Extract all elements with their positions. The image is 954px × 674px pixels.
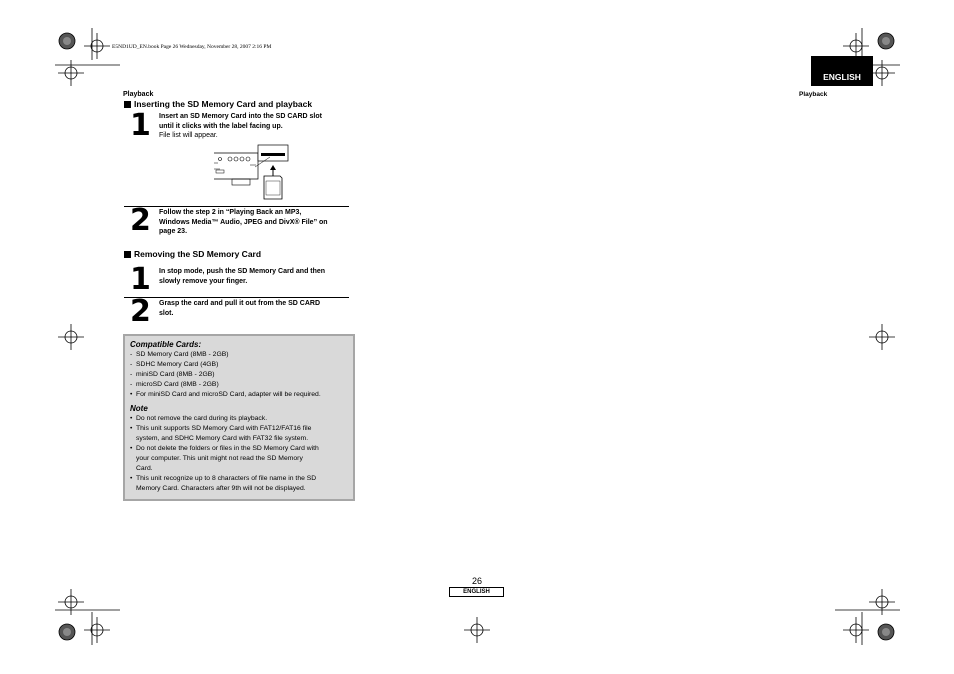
registration-cross-icon: [84, 617, 110, 643]
registration-disc-icon: [878, 624, 894, 640]
sd-card-insert-illustration: [210, 143, 305, 203]
footer-language: ENGLISH: [449, 587, 504, 597]
step-number: 2: [130, 294, 151, 329]
registration-disc-icon: [878, 33, 894, 49]
registration-cross-icon: [843, 617, 869, 643]
side-section-label: Playback: [799, 91, 828, 98]
step-instruction: In stop mode, push the SD Memory Card and then slowly remove your finger.: [159, 268, 326, 285]
registration-disc-icon: [59, 33, 75, 49]
list-item: • Do not delete the folders or files in the SD Memory Card with your computer. This unit might not read the SD Memory Card.: [130, 445, 319, 472]
note-title: Note: [130, 404, 148, 413]
registration-cross-icon: [58, 60, 84, 86]
file-header: E5ND1UD_EN.book Page 26 Wednesday, November 28, 2007 2:16 PM: [112, 44, 272, 50]
registration-cross-icon: [84, 33, 110, 59]
registration-cross-icon: [464, 617, 490, 643]
language-tab: ENGLISH: [811, 56, 873, 86]
list-item: - microSD Card (8MB - 2GB): [130, 381, 219, 388]
page-number: 26: [471, 576, 482, 586]
removing-heading: Removing the SD Memory Card: [124, 249, 261, 259]
section-label: Playback: [123, 91, 154, 98]
registration-cross-icon: [58, 589, 84, 615]
step-instruction: Insert an SD Memory Card into the SD CARD slot until it clicks with the label facing up. File list will appear.: [159, 113, 322, 140]
registration-cross-icon: [869, 324, 895, 350]
list-item: • This unit recognize up to 8 characters of file name in the SD Memory Card. Characters after 9th will not be displayed.: [130, 475, 317, 492]
list-item: • Do not remove the card during its playback.: [130, 415, 268, 422]
step-instruction: Follow the step 2 in “Playing Back an MP3, Windows Media™ Audio, JPEG and DivX® File” on page 23.: [159, 209, 328, 236]
heading-square-icon: [124, 251, 131, 258]
compatible-cards-title: Compatible Cards:: [130, 340, 202, 349]
registration-disc-icon: [59, 624, 75, 640]
step-number: 1: [130, 108, 151, 143]
registration-cross-icon: [869, 589, 895, 615]
list-item: • For miniSD Card and microSD Card, adapter will be required.: [130, 391, 321, 398]
step-divider: [124, 297, 349, 298]
list-item: • This unit supports SD Memory Card with FAT12/FAT16 file system, and SDHC Memory Card with FAT32 file system.: [130, 425, 312, 442]
step-number: 1: [130, 262, 151, 297]
list-item: - miniSD Card (8MB - 2GB): [130, 371, 215, 378]
compatible-cards-list: [130, 350, 350, 400]
list-item: - SDHC Memory Card (4GB): [130, 361, 219, 368]
heading-square-icon: [124, 101, 131, 108]
registration-cross-icon: [58, 324, 84, 350]
step-number: 2: [130, 203, 151, 238]
step-divider: [124, 206, 349, 207]
inserting-heading: Inserting the SD Memory Card and playback: [124, 99, 312, 109]
list-item: - SD Memory Card (8MB - 2GB): [130, 351, 229, 358]
step-instruction: Grasp the card and pull it out from the SD CARD slot.: [159, 300, 321, 317]
compatible-cards-box: [123, 334, 355, 501]
note-list: [130, 414, 350, 494]
